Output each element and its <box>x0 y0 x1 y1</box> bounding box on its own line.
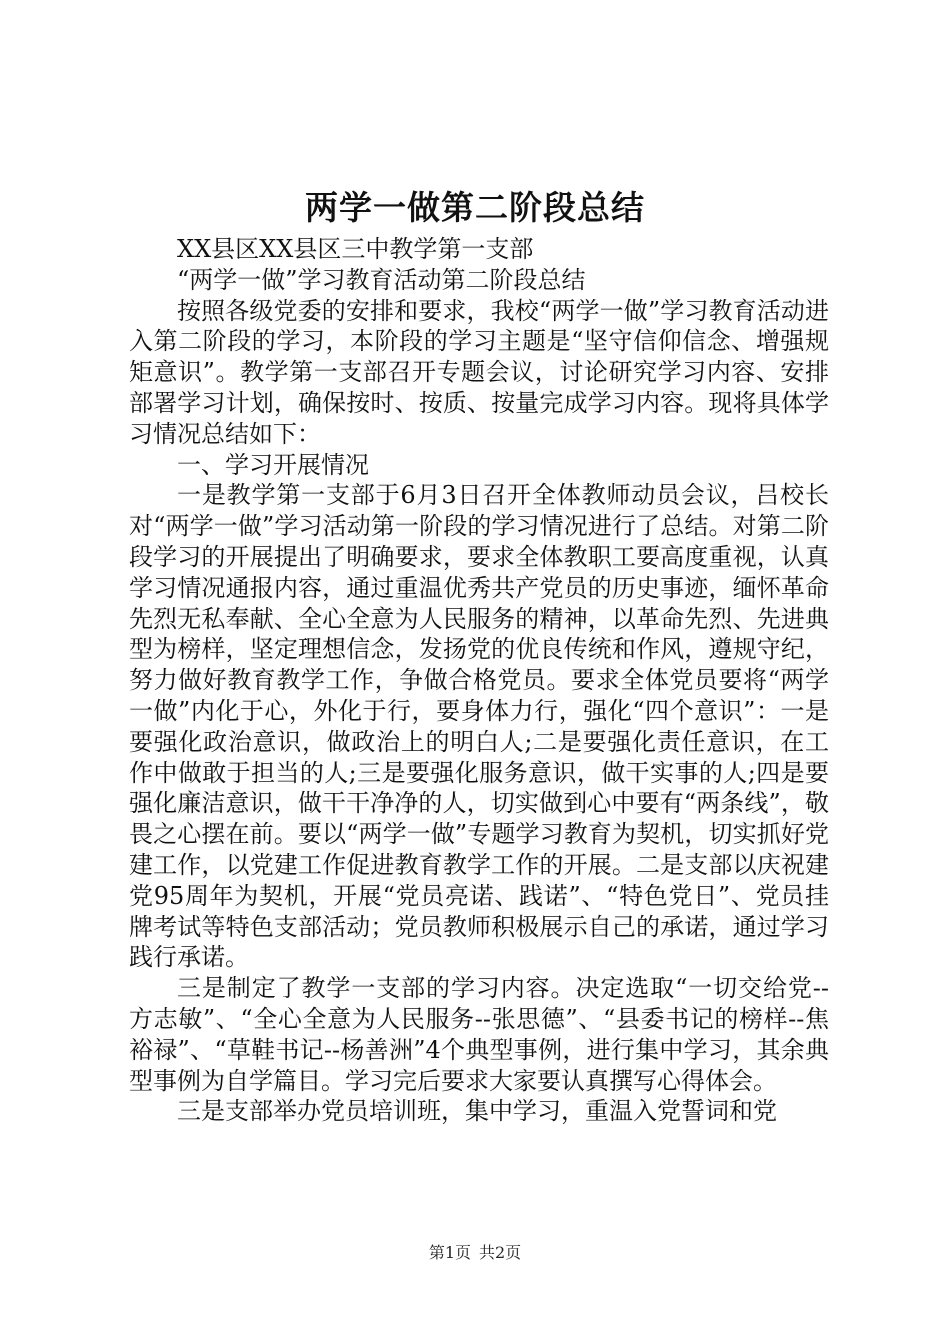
page-footer <box>0 1242 950 1264</box>
intro-paragraph: 按照各级党委的安排和要求，我校“两学一做”学习教育活动进入第二阶段的学习，本阶段的学习主题是“坚守信仰信念、增强规矩意识”。教学第一支部召开专题会议，讨论研究学习内容、安排部署学习计划，确保按时、按质、按量完成学习内容。现将具体学习情况总结如下： <box>129 296 829 448</box>
document-body <box>129 234 829 1127</box>
document-title: 两学一做第二阶段总结 <box>305 188 645 227</box>
page-total: 共2页 <box>479 1243 522 1262</box>
body-paragraph: 三是支部举办党员培训班，集中学习，重温入党誓词和党 <box>177 1097 777 1126</box>
subtitle-line: “两学一做”学习教育活动第二阶段总结 <box>177 265 586 294</box>
body-paragraph: 一是教学第一支部于6月3日召开全体教师动员会议，吕校长对“两学一做”学习活动第一阶段的学习情况进行了总结。对第二阶段学习的开展提出了明确要求，要求全体教职工要高度重视，认真学习情况通报内容，通过重温优秀共产党员的历史事迹，缅怀革命先烈无私奉献、全心全意为人民服务的精神，以革命先烈、先进典型为榜样，坚定理想信念，发扬党的优良传统和作风，遵规守纪，努力做好教育教学工作，争做合格党员。要求全体党员要将“两学一做”内化于心，外化于行，要身体力行，强化“四个意识”：一是要强化政治意识，做政治上的明白人;二是要强化责任意识，在工作中做敢于担当的人;三是要强化服务意识，做干实事的人;四是要强化廉洁意识，做干干净净的人，切实做到心中要有“两条线”，敬畏之心摆在前。要以“两学一做”专题学习教育为契机，切实抓好党建工作，以党建工作促进教育教学工作的开展。二是支部以庆祝建党95周年为契机，开展“党员亮诺、践诺”、“特色党日”、党员挂牌考试等特色支部活动；党员教师积极展示自己的承诺，通过学习践行承诺。 <box>129 481 829 972</box>
section-heading: 一、学习开展情况 <box>177 450 369 479</box>
school-branch-line: XX县区XX县区三中教学第一支部 <box>177 235 534 263</box>
page-number: 第1页 <box>428 1243 471 1262</box>
body-paragraph: 三是制定了教学一支部的学习内容。决定选取“一切交给党--方志敏”、“全心全意为人民服务--张思德”、“县委书记的榜样--焦裕禄”、“草鞋书记--杨善洲”4个典型事例，进行集中学习，其余典型事例为自学篇目。学习完后要求大家要认真撰写心得体会。 <box>129 974 829 1095</box>
